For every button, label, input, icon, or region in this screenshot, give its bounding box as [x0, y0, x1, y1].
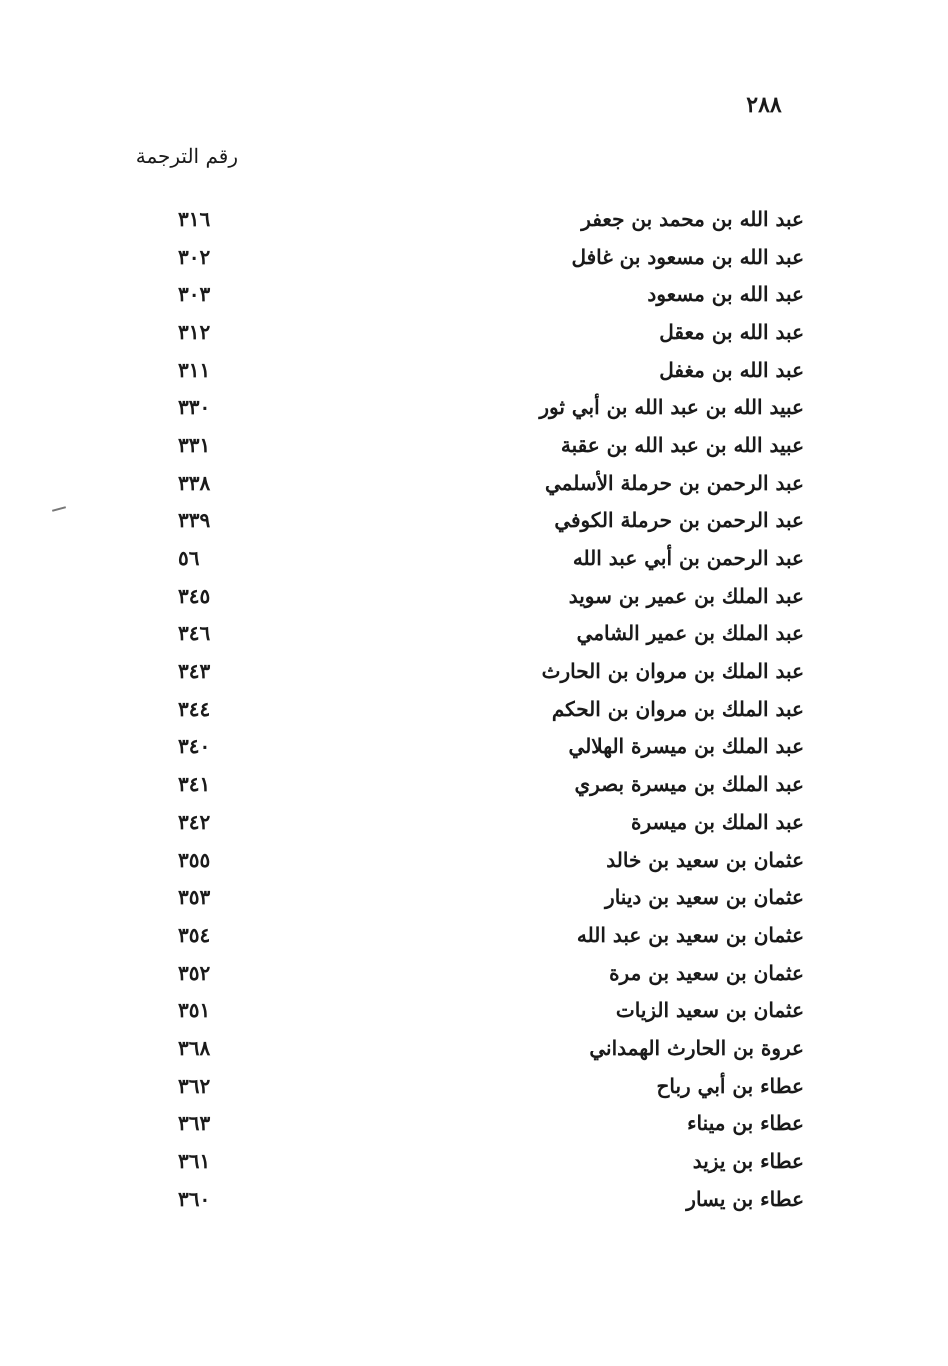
entry-translation-number: ٣٤٥ [178, 583, 211, 608]
entry-translation-number: ٣١٦ [178, 206, 211, 231]
index-entry [160, 388, 810, 426]
entry-name: عثمان بن سعيد الزيات [615, 998, 804, 1023]
margin-mark [52, 506, 66, 512]
index-entry [160, 916, 810, 954]
entry-name: عبد الله بن مسعود بن غافل [571, 244, 804, 269]
entry-translation-number: ٣٥٤ [178, 922, 211, 947]
entry-translation-number: ٣١١ [178, 357, 211, 382]
entry-name: عبد الملك بن ميسرة الهلالي [568, 734, 804, 759]
index-entry [160, 652, 810, 690]
entry-translation-number: ٣٣٠ [178, 395, 211, 420]
index-entry [160, 1029, 810, 1067]
entry-name: عبد الله بن محمد بن جعفر [581, 206, 804, 231]
entry-name: عبد الملك بن مروان بن الحارث [541, 659, 804, 684]
entry-translation-number: ٣٤٢ [178, 809, 211, 834]
index-entry [160, 502, 810, 540]
index-entry [160, 275, 810, 313]
entry-translation-number: ٣٥٣ [178, 885, 211, 910]
entry-name: عبيد الله بن عبد الله بن عقبة [560, 432, 804, 457]
entry-name: عبد الملك بن ميسرة [631, 809, 804, 834]
index-entry [160, 351, 810, 389]
entry-translation-number: ٣٦٢ [178, 1073, 211, 1098]
entry-name: عبد الملك بن عمير بن سويد [568, 583, 804, 608]
entry-name: عطاء بن يزيد [692, 1149, 804, 1174]
index-entry [160, 991, 810, 1029]
index-entry [160, 954, 810, 992]
entry-name: عبد الملك بن ميسرة بصري [574, 772, 804, 797]
entry-name: عطاء بن ميناء [687, 1111, 804, 1136]
entry-translation-number: ٣٣٩ [178, 508, 211, 533]
entry-name: عبد الله بن مسعود [647, 282, 804, 307]
entry-translation-number: ٣٣٨ [178, 470, 211, 495]
index-entry [160, 426, 810, 464]
index-entry [160, 539, 810, 577]
entry-translation-number: ٣٤٣ [178, 659, 211, 684]
entry-translation-number: ٣٦١ [178, 1149, 211, 1174]
index-entry [160, 200, 810, 238]
entry-name: عبد الملك بن عمير الشامي [576, 621, 804, 646]
entry-translation-number: ٣٥٢ [178, 960, 211, 985]
entry-name: عبد الرحمن بن حرملة الأسلمي [545, 470, 804, 495]
index-entry [160, 765, 810, 803]
entry-name: عبيد الله بن عبد الله بن أبي ثور [539, 395, 804, 420]
index-entry [160, 728, 810, 766]
entry-translation-number: ٣٤٤ [178, 696, 211, 721]
entry-translation-number: ٣٦٣ [178, 1111, 211, 1136]
index-entry [160, 1105, 810, 1143]
index-entry [160, 577, 810, 615]
entry-name: عبد الرحمن بن حرملة الكوفي [554, 508, 804, 533]
index-entry [160, 1142, 810, 1180]
entry-name: عطاء بن أبي رباح [656, 1073, 804, 1098]
name-index-list [160, 200, 810, 1218]
column-header-translation-number: رقم الترجمة [135, 144, 238, 168]
entry-translation-number: ٣٥١ [178, 998, 211, 1023]
entry-name: عطاء بن يسار [686, 1186, 804, 1211]
entry-translation-number: ٣٥٥ [178, 847, 211, 872]
entry-translation-number: ٣٤٦ [178, 621, 211, 646]
index-entry [160, 313, 810, 351]
index-entry [160, 841, 810, 879]
index-entry [160, 803, 810, 841]
entry-translation-number: ٣٠٣ [178, 282, 211, 307]
page-number: ٢٨٨ [746, 92, 782, 118]
entry-name: عثمان بن سعيد بن مرة [609, 960, 804, 985]
index-entry [160, 690, 810, 728]
index-entry [160, 464, 810, 502]
entry-name: عبد الرحمن بن أبي عبد الله [572, 546, 804, 571]
entry-translation-number: ٣٠٢ [178, 244, 211, 269]
index-entry [160, 238, 810, 276]
entry-name: عبد الملك بن مروان بن الحكم [551, 696, 804, 721]
index-entry [160, 1067, 810, 1105]
entry-translation-number: ٣٤١ [178, 772, 211, 797]
entry-name: عثمان بن سعيد بن دينار [605, 885, 804, 910]
entry-translation-number: ٣٤٠ [178, 734, 211, 759]
entry-name: عروة بن الحارث الهمداني [589, 1035, 804, 1060]
index-entry [160, 1180, 810, 1218]
index-entry [160, 615, 810, 653]
entry-name: عبد الله بن مغفل [659, 357, 804, 382]
entry-name: عثمان بن سعيد بن خالد [606, 847, 804, 872]
entry-translation-number: ٣٦٨ [178, 1035, 211, 1060]
entry-translation-number: ٣١٢ [178, 319, 211, 344]
entry-name: عثمان بن سعيد بن عبد الله [576, 922, 804, 947]
entry-translation-number: ٥٦ [178, 546, 200, 571]
entry-translation-number: ٣٣١ [178, 432, 211, 457]
entry-translation-number: ٣٦٠ [178, 1186, 211, 1211]
index-entry [160, 878, 810, 916]
entry-name: عبد الله بن معقل [659, 319, 804, 344]
